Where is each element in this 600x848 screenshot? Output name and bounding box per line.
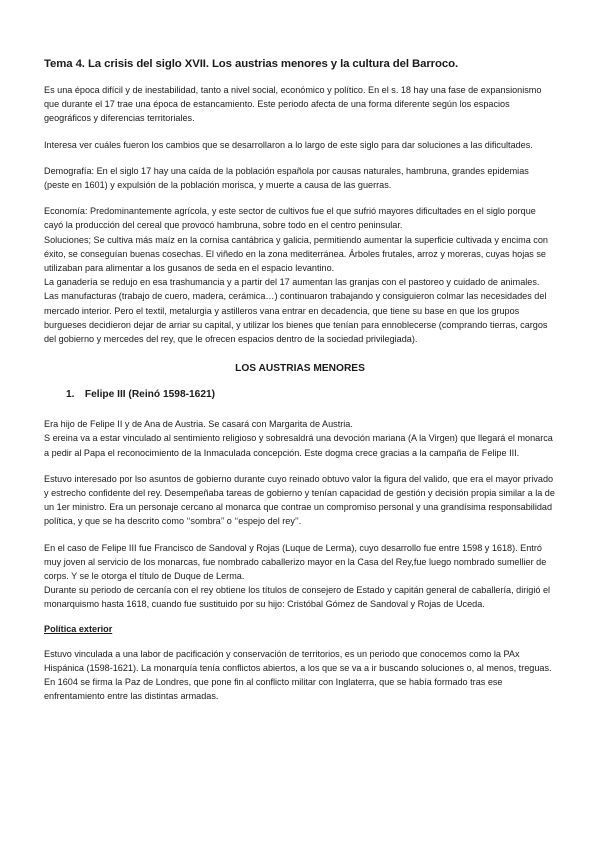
lerma-paragraph: En el caso de Felipe III fue Francisco de Sandoval y Rojas (Luque de Lerma), cuyo desarrollo fue entre 1598 y 1618). Entró muy joven al servicio de los monarcas, fue nombrado caballerizo mayor en la Casa del Rey,fue luego nombrado sumellier de corps. Y se le otorga el título de Duque de Lerma. — [44, 542, 547, 582]
foreign-policy-block — [44, 647, 556, 704]
foreign-policy-heading: Política exterior — [44, 623, 113, 634]
felipe-paragraph: Era hijo de Felipe II y de Ana de Austria. Se casará con Margarita de Austria. — [44, 419, 353, 430]
section-heading: LOS AUSTRIAS MENORES — [235, 363, 365, 375]
intro-paragraph: Es una época difícil y de inestabilidad, tanto a nivel social, económico y político. En el s. 18 hay una fase de expansionismo que durante el 17 trae una época de estancamiento. Este periodo afecta de una forma diferente según los espacios geográficos y diferencias territoriales. — [44, 85, 542, 124]
demography-paragraph: Demografía: En el siglo 17 hay una caída de la población española por causas naturales, hambruna, grandes epidemias (peste en 1601) y expulsión de la población morisca, y muerte a causa de las guerras. — [44, 165, 529, 191]
foreign-policy-paragraph: Estuvo vinculada a una labor de pacificación y conservación de territorios, es un periodo que conocemos como la PAx Hispánica (1598-1621). La monarquía tenía conflictos abiertos, a los que se va a ir buscando soluciones o, al menos, treguas. — [44, 648, 552, 673]
lerma-paragraph-2: Durante su periodo de cercanía con el rey obtiene los títulos de consejero de Estado y capitán general de caballería, dirigió el monarquismo hasta 1618, cuando fue sustituido por su hijo: Cristóbal Gómez de Sandoval y Rojas de Uceda. — [44, 585, 551, 610]
london-peace-paragraph: En 1604 se firma la Paz de Londres, que pone fin al conflicto militar con Inglaterra, que se había formado tras ese enfrentamiento entre las distintas armadas. — [44, 677, 503, 702]
intro-paragraph-2: Interesa ver cuáles fueron los cambios que se desarrollaron a lo largo de este siglo para dar soluciones a las dificultades. — [44, 139, 533, 150]
felipe-heading — [66, 389, 556, 400]
livestock-paragraph: La ganadería se redujo en esa trashumancia y a partir del 17 aumentan las granjas con el pastoreo y cuidado de animales. — [44, 277, 540, 288]
solutions-paragraph: Soluciones; Se cultiva más maíz en la cornisa cantábrica y galicia, permitiendo aumentar la superficie cultivada y encima con éxito, se conseguían buenas cosechas. El viñedo en la zona mediterránea. Árboles frutales, arroz y moreras, cuyas hojas se utilizaban para alimentar a los gusanos de seda en el espacio levantino. — [44, 234, 548, 274]
economy-paragraph: Economía: Predominantemente agrícola, y este sector de cultivos fue el que sufrió mayores dificultades en el siglo porque cayó la producción del cereal que provocó hambruna, sobre todo en el centro peninsular. — [44, 206, 536, 231]
felipe-origin-block — [44, 417, 556, 460]
economy-block — [44, 204, 556, 346]
document-title: Tema 4. La crisis del siglo XVII. Los austrias menores y la cultura del Barroco. — [44, 58, 459, 70]
felipe-paragraph-religion: S ereina va a estar vinculado al sentimiento religioso y sobresaldrá una devoción mariana (A la Virgen) que llegará el monarca a pedir al Papa el reconocimiento de la Inmaculada concepción. Este dogma crece gracias a la campaña de Felipe III. — [44, 433, 553, 458]
lerma-block — [44, 541, 556, 612]
heading-text: Felipe III (Reinó 1598-1621) — [84, 389, 216, 401]
manufacturing-paragraph: Las manufacturas (trabajo de cuero, madera, cerámica…) continuaron trabajando y consiguieron colmar las necesidades del mercado interior. Pero el textil, metalurgia y astilleros vana entrar en decadencia, que tiene su base en que los grupos burgueses decidieron dejar de arriar su capital, y utilizar los bienes que tenían para ennoblecerse (comprando tierras, cargos del gobierno y mercedes del rey, que le ofrecen espacios dentro de la sociedad privilegiada). — [44, 291, 548, 345]
heading-number: 1. — [66, 389, 75, 401]
valido-paragraph: Estuvo interesado por lso asuntos de gobierno durante cuyo reinado obtuvo valor la figura del valido, que era el mayor privado y estrecho confidente del rey. Desempeñaba tareas de gobierno y tenían capacidad de gestión y decisión propia similar a la de un 1er ministro. Era un personaje cercano al monarca que contrae un compromiso personal y una grandísima responsabilidad política, y que se ha descrito como ‘‘sombra’’ o ‘‘espejo del rey’’. — [44, 473, 555, 527]
